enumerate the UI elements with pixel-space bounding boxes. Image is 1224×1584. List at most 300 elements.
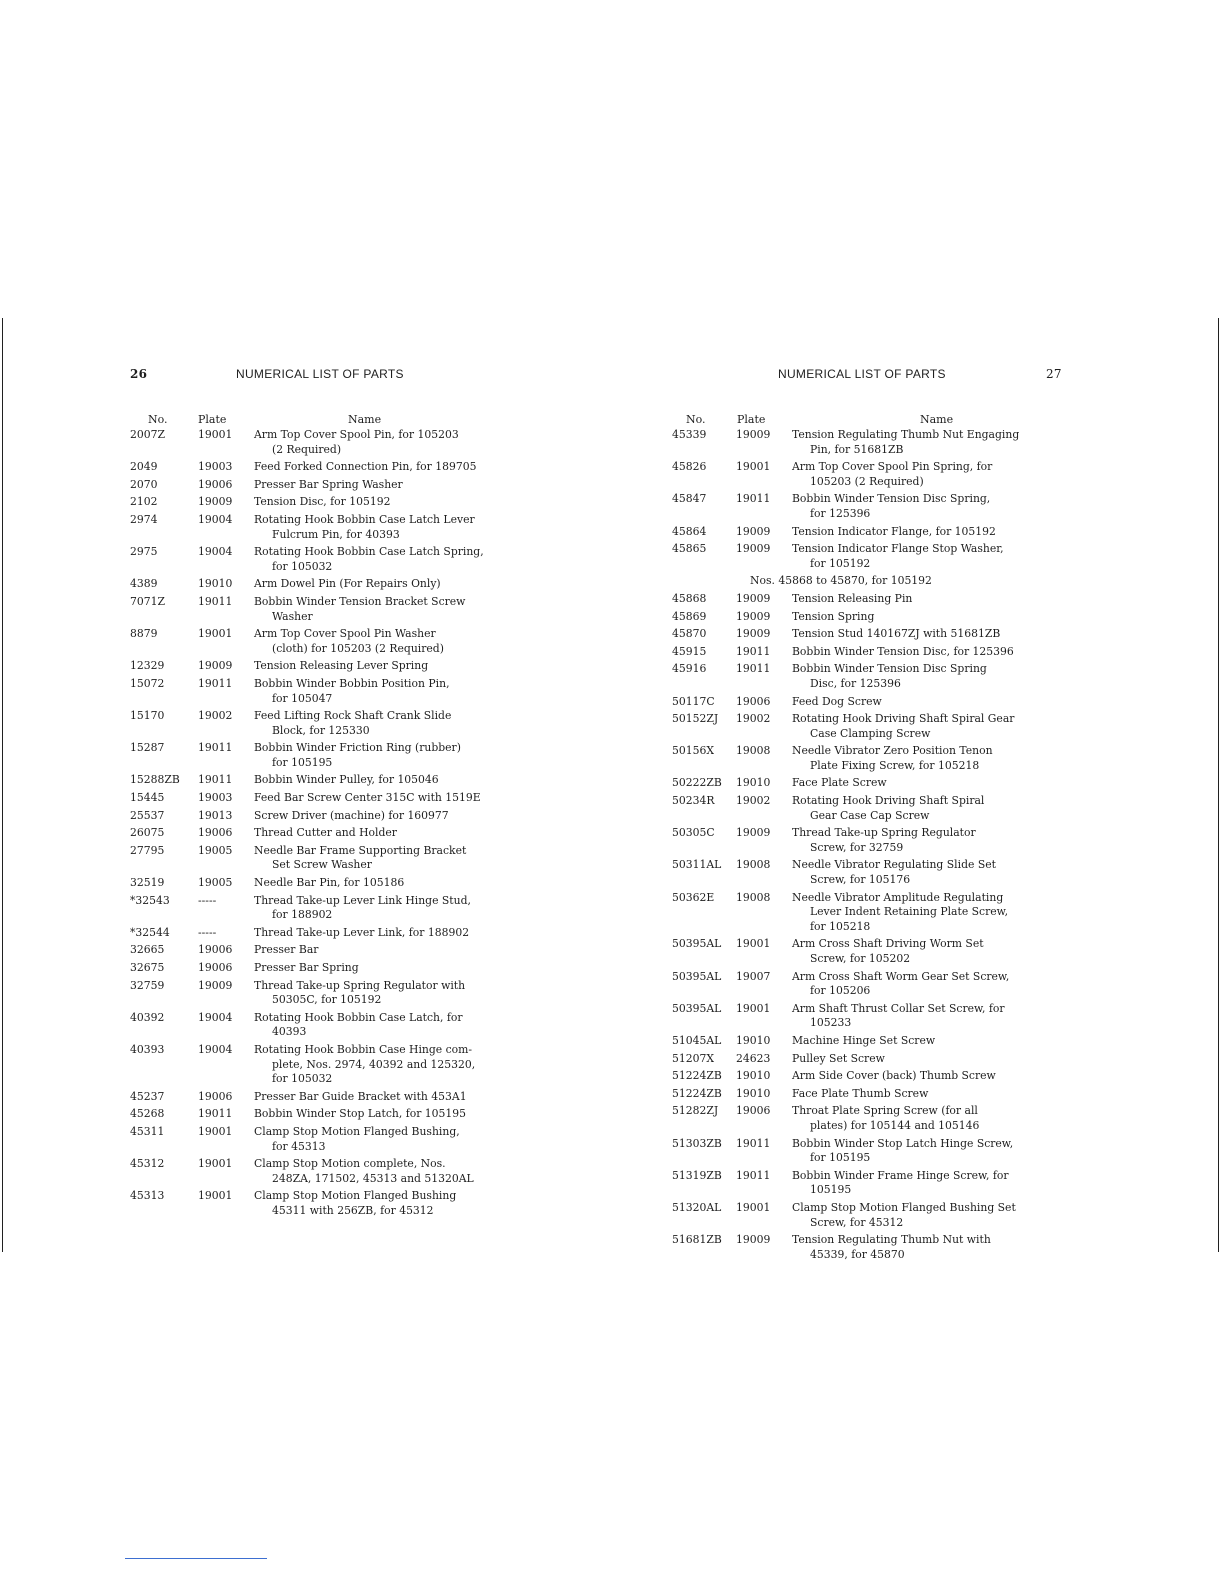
part-name xyxy=(254,773,530,788)
part-name-line: Face Plate Thumb Screw xyxy=(792,1086,929,1100)
part-name-line: 50305C, for 105192 xyxy=(272,993,382,1007)
part-number: 15445 xyxy=(130,791,165,805)
part-name xyxy=(792,1233,1066,1262)
part-name xyxy=(792,937,1066,966)
part-name-line: plates) for 105144 and 105146 xyxy=(810,1118,980,1132)
table-row xyxy=(672,1052,1066,1067)
part-name xyxy=(792,970,1066,999)
part-number: 50311AL xyxy=(672,858,722,872)
part-name xyxy=(254,1125,530,1154)
part-number: 45312 xyxy=(130,1157,165,1171)
part-number: 32759 xyxy=(130,978,165,992)
part-name-line: Screw Driver (machine) for 160977 xyxy=(254,808,449,822)
part-name xyxy=(792,645,1066,660)
plate-number: 19006 xyxy=(736,694,771,708)
part-number: 32675 xyxy=(130,961,165,974)
plate-number: 19011 xyxy=(736,644,771,658)
section-note xyxy=(672,574,1066,589)
part-name-line: Washer xyxy=(272,609,313,623)
part-name-line: for 105218 xyxy=(810,919,871,933)
part-name-line: Lever Indent Retaining Plate Screw, xyxy=(810,905,1009,919)
plate-number: 19011 xyxy=(198,773,233,787)
table-row xyxy=(672,428,1066,457)
part-name-line: Bobbin Winder Tension Disc Spring xyxy=(792,662,987,676)
table-row xyxy=(130,844,530,873)
table-row xyxy=(672,1169,1066,1198)
part-name xyxy=(254,513,530,542)
table-row xyxy=(672,970,1066,999)
part-name-line: Arm Top Cover Spool Pin, for 105203 xyxy=(254,428,459,441)
part-number: 51224ZB xyxy=(672,1069,722,1083)
part-name xyxy=(792,1201,1066,1230)
part-number: 50152ZJ xyxy=(672,712,719,726)
part-name-line: Bobbin Winder Stop Latch, for 105195 xyxy=(254,1107,466,1121)
page-number: 27 xyxy=(1046,367,1062,381)
header-plate: Plate xyxy=(737,413,766,426)
plate-number: 19009 xyxy=(736,609,771,623)
part-name-line: Bobbin Winder Friction Ring (rubber) xyxy=(254,741,461,755)
part-name xyxy=(792,744,1066,773)
part-name-line: for 105032 xyxy=(272,1072,333,1086)
right-page-header xyxy=(672,367,1066,383)
table-row xyxy=(130,460,530,475)
part-number: 2007Z xyxy=(130,428,165,441)
part-name-line: for 105032 xyxy=(272,559,333,573)
part-name-line: Clamp Stop Motion Flanged Bushing, xyxy=(254,1124,460,1138)
part-number: 51303ZB xyxy=(672,1136,722,1150)
part-name xyxy=(254,826,530,841)
table-row xyxy=(130,495,530,510)
plate-number: 19011 xyxy=(736,1168,771,1182)
part-number: 51319ZB xyxy=(672,1168,722,1182)
part-name-line: Pin, for 51681ZB xyxy=(810,442,904,456)
table-row xyxy=(130,961,530,976)
part-number: 2975 xyxy=(130,545,158,559)
table-row xyxy=(130,1157,530,1186)
part-number: 45864 xyxy=(672,524,707,538)
plate-number: 19011 xyxy=(198,741,233,755)
part-name-line: 105203 (2 Required) xyxy=(810,474,924,488)
part-name-line: Arm Cross Shaft Worm Gear Set Screw, xyxy=(792,969,1010,983)
plate-number: 19009 xyxy=(736,826,771,840)
part-name xyxy=(254,791,530,806)
plate-number: 19008 xyxy=(736,858,771,872)
part-name-line: Screw, for 105176 xyxy=(810,873,911,887)
plate-number: 19006 xyxy=(198,477,233,491)
plate-number: 19009 xyxy=(736,428,771,441)
table-row xyxy=(672,525,1066,540)
part-number: 45865 xyxy=(672,542,707,556)
part-name-line: for 105195 xyxy=(810,1151,871,1165)
part-name-line: Screw, for 45312 xyxy=(810,1215,904,1229)
part-name-line: for 105047 xyxy=(272,691,333,705)
plate-number: 19004 xyxy=(198,512,233,526)
part-name xyxy=(792,428,1066,457)
plate-number: 19006 xyxy=(198,961,233,974)
part-number: 50395AL xyxy=(672,937,722,951)
part-number: 2102 xyxy=(130,495,158,509)
part-name-line: Feed Bar Screw Center 315C with 1519E xyxy=(254,791,481,805)
plate-number: 19010 xyxy=(736,1033,771,1047)
part-name-line: Feed Lifting Rock Shaft Crank Slide xyxy=(254,709,452,723)
table-row xyxy=(130,1189,530,1218)
header-no: No. xyxy=(686,413,706,426)
plate-number: 19010 xyxy=(736,1069,771,1083)
part-name-line: for 188902 xyxy=(272,908,333,922)
plate-number: 19001 xyxy=(736,937,771,951)
plate-number: 19011 xyxy=(736,662,771,676)
plate-number: 19002 xyxy=(736,794,771,808)
part-number: 45826 xyxy=(672,460,707,474)
part-name-line: Tension Releasing Pin xyxy=(792,591,913,605)
part-number: 45915 xyxy=(672,644,707,658)
part-name-line: Rotating Hook Bobbin Case Latch, for xyxy=(254,1010,463,1024)
part-number: 15288ZB xyxy=(130,773,180,787)
plate-number: 19003 xyxy=(198,460,233,474)
plate-number: 19006 xyxy=(198,943,233,957)
table-row xyxy=(672,712,1066,741)
part-name xyxy=(254,943,530,958)
plate-number: 19010 xyxy=(198,577,233,591)
part-number: *32543 xyxy=(130,893,170,907)
part-number: 45268 xyxy=(130,1107,165,1121)
plate-number: 19001 xyxy=(198,428,233,441)
part-name-line: Tension Spring xyxy=(792,609,875,623)
header-no: No. xyxy=(148,413,168,426)
part-name-line: 248ZA, 171502, 45313 and 51320AL xyxy=(272,1171,474,1185)
part-name-line: Case Clamping Screw xyxy=(810,726,931,740)
plate-number: 19011 xyxy=(736,1136,771,1150)
part-name xyxy=(254,1011,530,1040)
page-title: NUMERICAL LIST OF PARTS xyxy=(236,367,404,381)
part-name xyxy=(254,545,530,574)
part-number: 45847 xyxy=(672,492,707,506)
part-name xyxy=(254,741,530,770)
table-row xyxy=(130,577,530,592)
table-row xyxy=(672,937,1066,966)
table-row xyxy=(672,627,1066,642)
table-row xyxy=(130,826,530,841)
part-name xyxy=(254,478,530,493)
part-name xyxy=(792,695,1066,710)
part-name-line: Thread Take-up Lever Link, for 188902 xyxy=(254,925,470,939)
table-row xyxy=(130,741,530,770)
part-name xyxy=(792,1087,1066,1102)
part-number: 4389 xyxy=(130,577,158,591)
plate-number: 19007 xyxy=(736,969,771,983)
part-name xyxy=(254,961,530,976)
part-name xyxy=(254,709,530,738)
plate-number: 19001 xyxy=(736,1200,771,1214)
plate-number: 19013 xyxy=(198,808,233,822)
part-name-line: Presser Bar Spring Washer xyxy=(254,477,403,491)
part-name xyxy=(254,876,530,891)
part-name-line: Rotating Hook Driving Shaft Spiral Gear xyxy=(792,712,1015,726)
part-number: 2049 xyxy=(130,460,158,474)
plate-number: 19001 xyxy=(736,1001,771,1015)
table-row xyxy=(130,809,530,824)
part-name-line: Rotating Hook Bobbin Case Latch Spring, xyxy=(254,545,484,559)
part-number: 40393 xyxy=(130,1042,165,1056)
part-number: 40392 xyxy=(130,1010,165,1024)
plate-number: 19008 xyxy=(736,890,771,904)
part-name-line: Presser Bar xyxy=(254,943,319,957)
part-number: 2070 xyxy=(130,477,158,491)
table-row xyxy=(130,979,530,1008)
table-row xyxy=(130,709,530,738)
part-name-line: Rotating Hook Bobbin Case Hinge com- xyxy=(254,1042,473,1056)
part-number: 51207X xyxy=(672,1051,715,1065)
part-name-line: Bobbin Winder Bobbin Position Pin, xyxy=(254,676,450,690)
part-name-line: for 105192 xyxy=(810,556,871,570)
table-row xyxy=(130,677,530,706)
plate-number: 19008 xyxy=(736,744,771,758)
part-name-line: Block, for 125330 xyxy=(272,723,370,737)
part-name-line: Set Screw Washer xyxy=(272,858,372,872)
part-number: 45916 xyxy=(672,662,707,676)
page-number: 26 xyxy=(130,367,148,381)
part-name xyxy=(792,712,1066,741)
part-name-line: for 105195 xyxy=(272,755,333,769)
plate-number: 19010 xyxy=(736,1086,771,1100)
part-name-line: Bobbin Winder Stop Latch Hinge Screw, xyxy=(792,1136,1014,1150)
plate-number: 19009 xyxy=(736,524,771,538)
part-name xyxy=(254,844,530,873)
part-name xyxy=(254,809,530,824)
bottom-rule xyxy=(125,1558,267,1559)
table-row xyxy=(130,1011,530,1040)
table-row xyxy=(130,595,530,624)
column-headers xyxy=(130,413,530,427)
part-number: 45339 xyxy=(672,428,707,441)
parts-list xyxy=(130,428,530,1219)
part-name-line: Screw, for 105202 xyxy=(810,952,911,965)
part-name-line: Tension Disc, for 105192 xyxy=(254,495,391,509)
part-number: 15287 xyxy=(130,741,165,755)
table-row xyxy=(672,542,1066,571)
part-name xyxy=(254,1043,530,1087)
table-row xyxy=(130,894,530,923)
part-name-line: Tension Regulating Thumb Nut Engaging xyxy=(792,428,1020,441)
left-page-header xyxy=(130,367,530,383)
part-name-line: Tension Indicator Flange Stop Washer, xyxy=(792,542,1004,556)
part-number: 45869 xyxy=(672,609,707,623)
part-name xyxy=(792,525,1066,540)
table-row xyxy=(130,428,530,457)
table-row xyxy=(130,791,530,806)
part-name-line: Thread Take-up Spring Regulator with xyxy=(254,978,466,992)
plate-number: 19001 xyxy=(198,1189,233,1203)
page-edge-left xyxy=(2,318,3,1252)
part-name xyxy=(254,979,530,1008)
plate-number: 19011 xyxy=(198,676,233,690)
plate-number: 24623 xyxy=(736,1051,771,1065)
table-row xyxy=(130,943,530,958)
part-number: 45311 xyxy=(130,1124,165,1138)
plate-number: 19001 xyxy=(198,1157,233,1171)
part-name-line: Presser Bar Spring xyxy=(254,961,359,974)
part-name-line: Fulcrum Pin, for 40393 xyxy=(272,527,400,541)
part-name-line: Tension Regulating Thumb Nut with xyxy=(792,1233,991,1247)
part-name xyxy=(792,794,1066,823)
part-name-line: 45339, for 45870 xyxy=(810,1247,905,1261)
part-name xyxy=(792,1069,1066,1084)
part-name xyxy=(254,677,530,706)
plate-number: 19001 xyxy=(736,460,771,474)
part-name-line: Tension Stud 140167ZJ with 51681ZB xyxy=(792,627,1001,641)
part-name xyxy=(792,1034,1066,1049)
part-number: 50156X xyxy=(672,744,715,758)
part-name-line: Arm Top Cover Spool Pin Spring, for xyxy=(792,460,993,474)
part-name-line: 105233 xyxy=(810,1016,852,1030)
part-name-line: Needle Vibrator Amplitude Regulating xyxy=(792,890,1004,904)
part-name-line: Throat Plate Spring Screw (for all xyxy=(792,1104,978,1118)
part-name-line: Bobbin Winder Tension Disc Spring, xyxy=(792,492,991,506)
table-row xyxy=(130,1107,530,1122)
header-name: Name xyxy=(920,413,954,426)
part-number: 15072 xyxy=(130,676,165,690)
part-name-line: Bobbin Winder Pulley, for 105046 xyxy=(254,773,439,787)
part-number: 50222ZB xyxy=(672,776,722,790)
part-name-line: Thread Take-up Lever Link Hinge Stud, xyxy=(254,893,471,907)
part-name-line: Clamp Stop Motion Flanged Bushing Set xyxy=(792,1200,1016,1214)
part-number: 27795 xyxy=(130,843,165,857)
plate-number: 19009 xyxy=(198,978,233,992)
header-name: Name xyxy=(348,413,382,426)
part-name-line: Needle Bar Pin, for 105186 xyxy=(254,876,405,890)
part-name-line: (cloth) for 105203 (2 Required) xyxy=(272,641,444,655)
note-text: Nos. 45868 to 45870, for 105192 xyxy=(750,574,932,588)
part-name-line: Tension Releasing Lever Spring xyxy=(254,659,429,673)
part-name-line: plete, Nos. 2974, 40392 and 125320, xyxy=(272,1057,476,1071)
table-row xyxy=(672,492,1066,521)
plate-number: 19011 xyxy=(198,594,233,608)
part-name-line: Gear Case Cap Screw xyxy=(810,808,930,822)
part-number: 45870 xyxy=(672,627,707,641)
part-name-line: Bobbin Winder Frame Hinge Screw, for xyxy=(792,1168,1009,1182)
part-number: 25537 xyxy=(130,808,165,822)
part-name-line: Arm Top Cover Spool Pin Washer xyxy=(254,627,436,641)
header-plate: Plate xyxy=(198,413,227,426)
part-number: 7071Z xyxy=(130,594,165,608)
table-row xyxy=(130,876,530,891)
page-title: NUMERICAL LIST OF PARTS xyxy=(778,367,946,381)
part-name-line: Plate Fixing Screw, for 105218 xyxy=(810,758,980,772)
part-name xyxy=(792,542,1066,571)
part-name xyxy=(792,1002,1066,1031)
plate-number: 19002 xyxy=(736,712,771,726)
part-name-line: Arm Dowel Pin (For Repairs Only) xyxy=(254,577,441,591)
part-number: 45868 xyxy=(672,591,707,605)
plate-number: 19006 xyxy=(736,1104,771,1118)
part-name-line: 105195 xyxy=(810,1183,852,1197)
plate-number: 19009 xyxy=(736,627,771,641)
table-row xyxy=(672,858,1066,887)
part-name xyxy=(792,492,1066,521)
part-name-line: Rotating Hook Bobbin Case Latch Lever xyxy=(254,512,475,526)
plate-number: 19006 xyxy=(198,826,233,840)
part-name-line: Needle Vibrator Regulating Slide Set xyxy=(792,858,996,872)
plate-number: 19004 xyxy=(198,1042,233,1056)
table-row xyxy=(130,1090,530,1105)
part-number: 12329 xyxy=(130,659,165,673)
part-number: 50305C xyxy=(672,826,715,840)
table-row xyxy=(130,627,530,656)
part-name-line: for 45313 xyxy=(272,1139,326,1153)
part-name-line: Bobbin Winder Tension Disc, for 125396 xyxy=(792,644,1014,658)
part-name-line: Clamp Stop Motion Flanged Bushing xyxy=(254,1189,457,1203)
part-name-line: Thread Cutter and Holder xyxy=(254,826,397,840)
part-name-line: Feed Forked Connection Pin, for 189705 xyxy=(254,460,477,474)
part-name-line: (2 Required) xyxy=(272,442,342,456)
part-number: 8879 xyxy=(130,627,158,641)
plate-number: 19009 xyxy=(736,542,771,556)
plate-number: 19009 xyxy=(198,659,233,673)
plate-number: 19002 xyxy=(198,709,233,723)
part-number: 32519 xyxy=(130,876,165,890)
column-headers xyxy=(672,413,1066,427)
plate-number: 19009 xyxy=(198,495,233,509)
part-number: 50395AL xyxy=(672,969,722,983)
plate-number: 19005 xyxy=(198,843,233,857)
table-row xyxy=(130,513,530,542)
part-name xyxy=(254,595,530,624)
part-number: 51282ZJ xyxy=(672,1104,719,1118)
plate-number: 19001 xyxy=(198,1124,233,1138)
table-row xyxy=(672,891,1066,935)
table-row xyxy=(672,592,1066,607)
part-name xyxy=(254,627,530,656)
part-name-line: Bobbin Winder Tension Bracket Screw xyxy=(254,594,466,608)
part-name xyxy=(792,592,1066,607)
part-number: 45237 xyxy=(130,1089,165,1103)
plate-number: 19011 xyxy=(198,1107,233,1121)
table-row xyxy=(672,1201,1066,1230)
part-number: 32665 xyxy=(130,943,165,957)
table-row xyxy=(130,1043,530,1087)
table-row xyxy=(672,695,1066,710)
part-name-line: Needle Bar Frame Supporting Bracket xyxy=(254,843,467,857)
part-number: 15170 xyxy=(130,709,165,723)
part-name xyxy=(254,1189,530,1218)
part-name-line: Needle Vibrator Zero Position Tenon xyxy=(792,744,993,758)
plate-number: 19001 xyxy=(198,627,233,641)
part-name-line: Screw, for 32759 xyxy=(810,840,904,854)
part-name-line: Arm Shaft Thrust Collar Set Screw, for xyxy=(792,1001,1005,1015)
plate-number: ----- xyxy=(198,893,217,907)
part-number: 50362E xyxy=(672,890,715,904)
part-name-line: Disc, for 125396 xyxy=(810,676,901,690)
table-row xyxy=(130,926,530,941)
table-row xyxy=(672,1034,1066,1049)
part-name-line: Machine Hinge Set Screw xyxy=(792,1033,936,1047)
part-name xyxy=(254,1157,530,1186)
part-number: 50395AL xyxy=(672,1001,722,1015)
table-row xyxy=(672,776,1066,791)
part-name xyxy=(792,776,1066,791)
part-name-line: Tension Indicator Flange, for 105192 xyxy=(792,524,996,538)
part-number: 51045AL xyxy=(672,1033,722,1047)
part-name xyxy=(792,662,1066,691)
part-name-line: Clamp Stop Motion complete, Nos. xyxy=(254,1157,446,1171)
part-number: 51681ZB xyxy=(672,1233,722,1247)
plate-number: 19004 xyxy=(198,545,233,559)
part-name-line: for 125396 xyxy=(810,506,871,520)
part-name xyxy=(254,1090,530,1105)
part-name xyxy=(254,894,530,923)
part-name xyxy=(792,1137,1066,1166)
part-number: 50117C xyxy=(672,694,715,708)
